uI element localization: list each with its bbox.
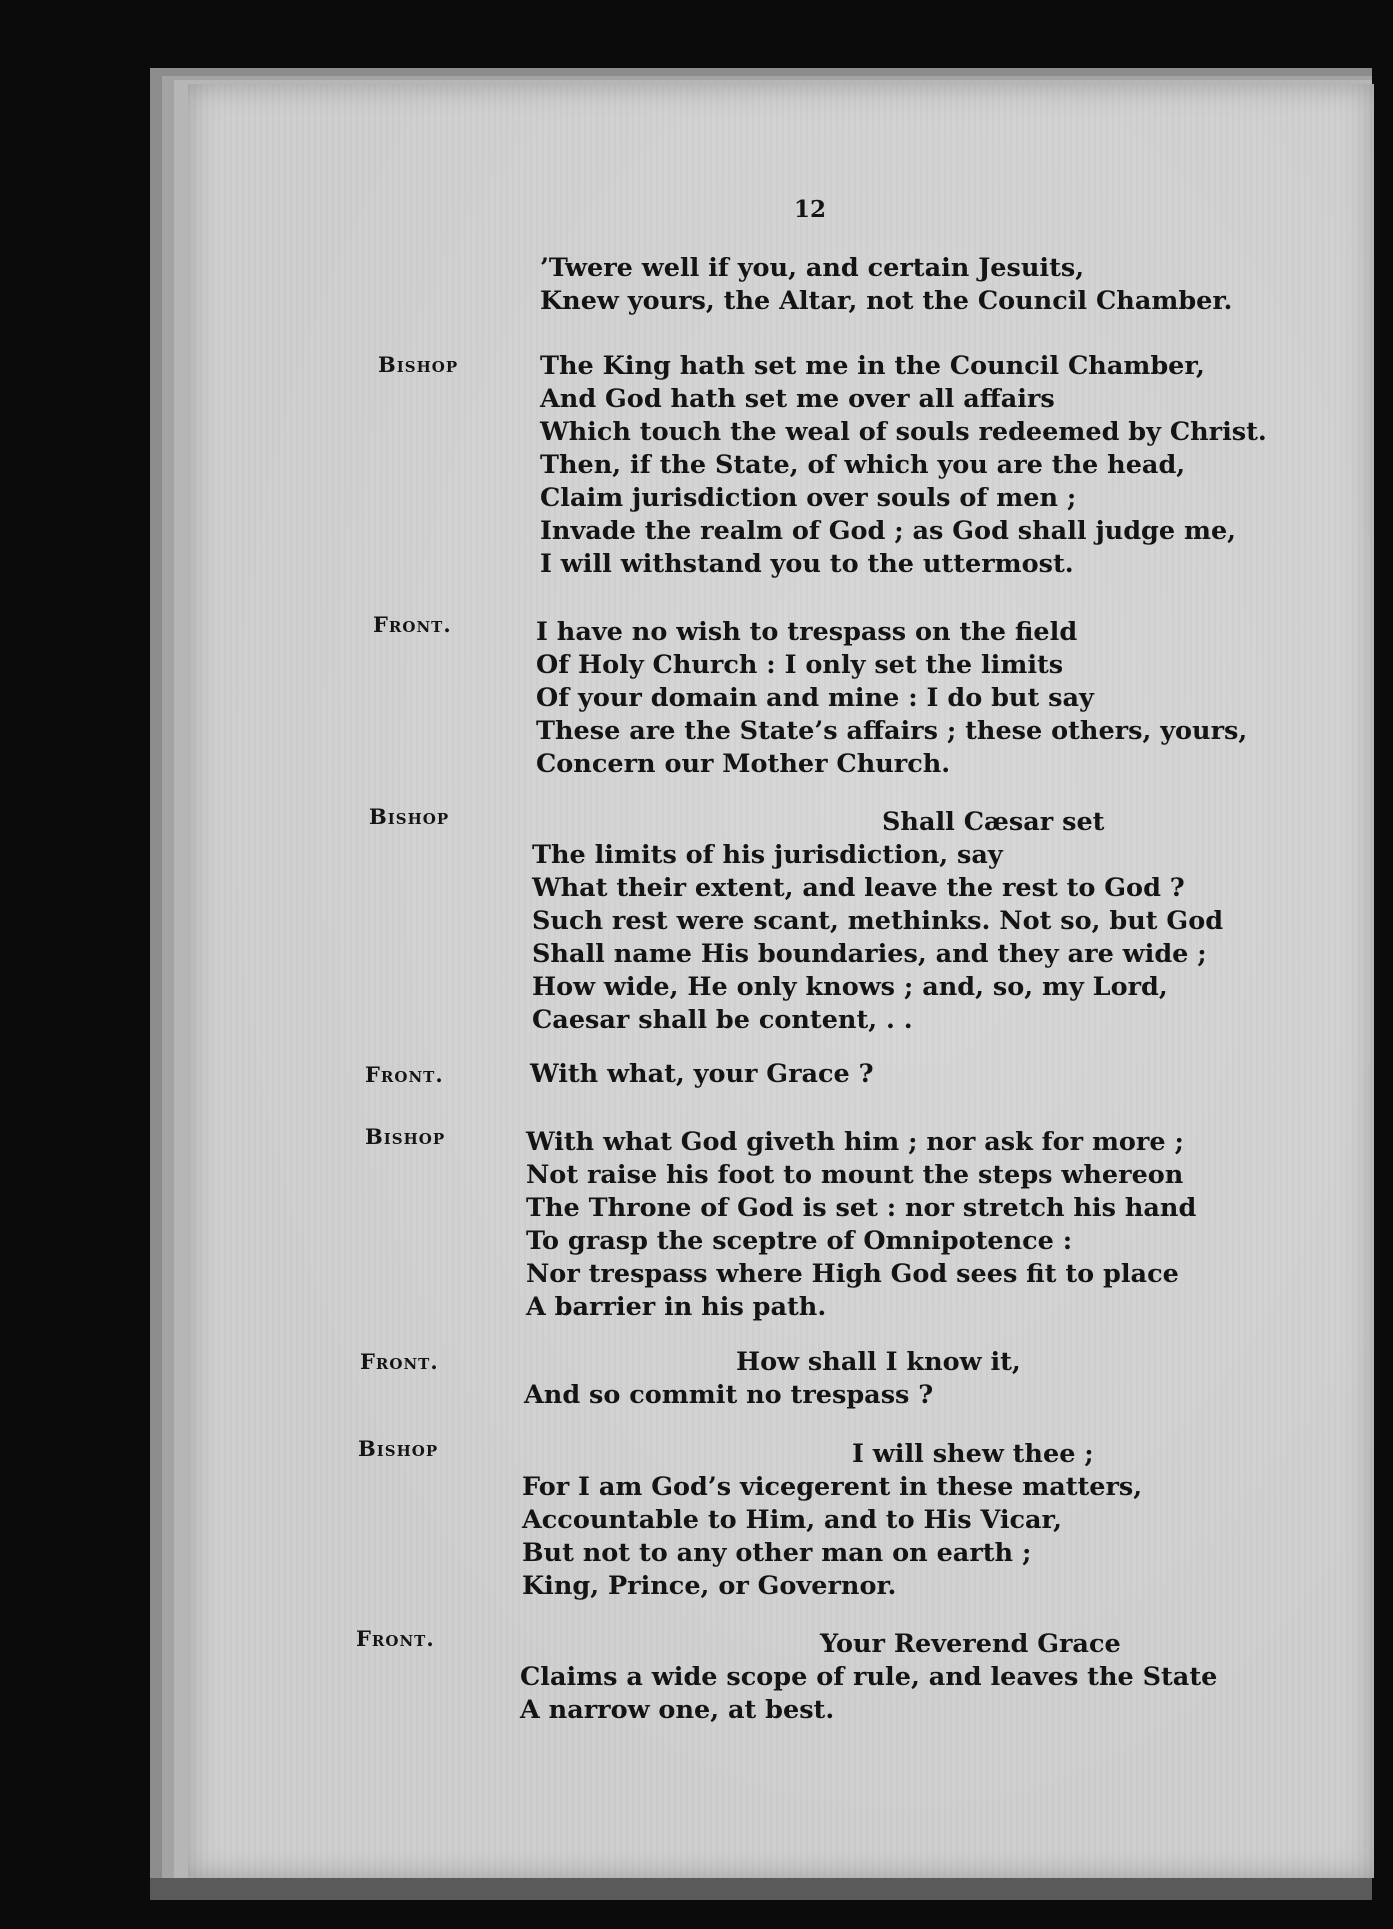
verse-line: Claim jurisdiction over souls of men ;	[540, 483, 1077, 513]
verse-line: Not raise his foot to mount the steps whereon	[526, 1160, 1184, 1190]
speaker-name: Front.	[373, 612, 452, 637]
page-number: 12	[793, 196, 826, 223]
verse-line: Of Holy Church : I only set the limits	[536, 650, 1064, 680]
verse-line: Claims a wide scope of rule, and leaves the State	[520, 1662, 1218, 1692]
verse-line: Accountable to Him, and to His Vicar,	[522, 1505, 1063, 1535]
passage-bishop	[540, 350, 1340, 581]
verse-line: With what God giveth him ; nor ask for more ;	[526, 1127, 1184, 1157]
passage-bishop	[522, 1438, 1322, 1603]
verse-line: Such rest were scant, methinks. Not so, but God	[532, 906, 1224, 936]
passage-front	[536, 616, 1336, 781]
verse-line: Concern our Mother Church.	[536, 749, 951, 779]
speaker-name: Front.	[365, 1062, 444, 1087]
verse-line: Of your domain and mine : I do but say	[536, 683, 1094, 713]
verse-line: Nor trespass where High God sees fit to place	[526, 1259, 1179, 1289]
verse-line: For I am God’s vicegerent in these matters,	[522, 1472, 1143, 1502]
speaker-name: Front.	[360, 1349, 439, 1374]
verse-line: These are the State’s affairs ; these others, yours,	[536, 716, 1248, 746]
verse-line: A barrier in his path.	[526, 1292, 827, 1322]
verse-line: ’Twere well if you, and certain Jesuits,	[540, 253, 1085, 283]
verse-line: Invade the realm of God ; as God shall judge me,	[540, 516, 1237, 546]
verse-line: A narrow one, at best.	[520, 1695, 835, 1725]
speaker-name: Front.	[356, 1626, 435, 1651]
passage-bishop	[526, 1126, 1326, 1324]
verse-line: I will shew thee ;	[852, 1439, 1094, 1469]
passage-continuation	[540, 252, 1340, 318]
speaker-name: Bishop	[378, 352, 459, 377]
verse-line: Your Reverend Grace	[820, 1629, 1121, 1659]
verse-line: What their extent, and leave the rest to God ?	[532, 873, 1185, 903]
verse-line: The limits of his jurisdiction, say	[532, 840, 1003, 870]
verse-line: With what, your Grace ?	[530, 1059, 874, 1089]
verse-line: Shall name His boundaries, and they are wide ;	[532, 939, 1207, 969]
verse-line: And so commit no trespass ?	[524, 1380, 934, 1410]
verse-line: King, Prince, or Governor.	[522, 1571, 897, 1601]
speaker-name: Bishop	[369, 804, 450, 829]
verse-line: I have no wish to trespass on the field	[536, 617, 1078, 647]
verse-line: The Throne of God is set : nor stretch his hand	[526, 1193, 1197, 1223]
verse-line: How shall I know it,	[736, 1347, 1021, 1377]
verse-line: The King hath set me in the Council Chamber,	[540, 351, 1205, 381]
verse-line: Which touch the weal of souls redeemed by Christ.	[540, 417, 1267, 447]
verse-line: Caesar shall be content, . .	[532, 1005, 913, 1035]
verse-line: To grasp the sceptre of Omnipotence :	[526, 1226, 1073, 1256]
speaker-name: Bishop	[365, 1124, 446, 1149]
verse-line: Then, if the State, of which you are the head,	[540, 450, 1186, 480]
verse-line: Shall Cæsar set	[882, 807, 1105, 837]
passage-front	[520, 1628, 1320, 1727]
speaker-name: Bishop	[358, 1436, 439, 1461]
passage-front	[530, 1058, 1330, 1091]
verse-line: I will withstand you to the uttermost.	[540, 549, 1074, 579]
verse-line: But not to any other man on earth ;	[522, 1538, 1032, 1568]
passage-front	[524, 1346, 1324, 1412]
passage-bishop	[532, 806, 1332, 1037]
verse-line: And God hath set me over all affairs	[540, 384, 1055, 414]
page-bottom-edge	[150, 1878, 1372, 1900]
verse-line: Knew yours, the Altar, not the Council Chamber.	[540, 286, 1233, 316]
verse-line: How wide, He only knows ; and, so, my Lord,	[532, 972, 1168, 1002]
